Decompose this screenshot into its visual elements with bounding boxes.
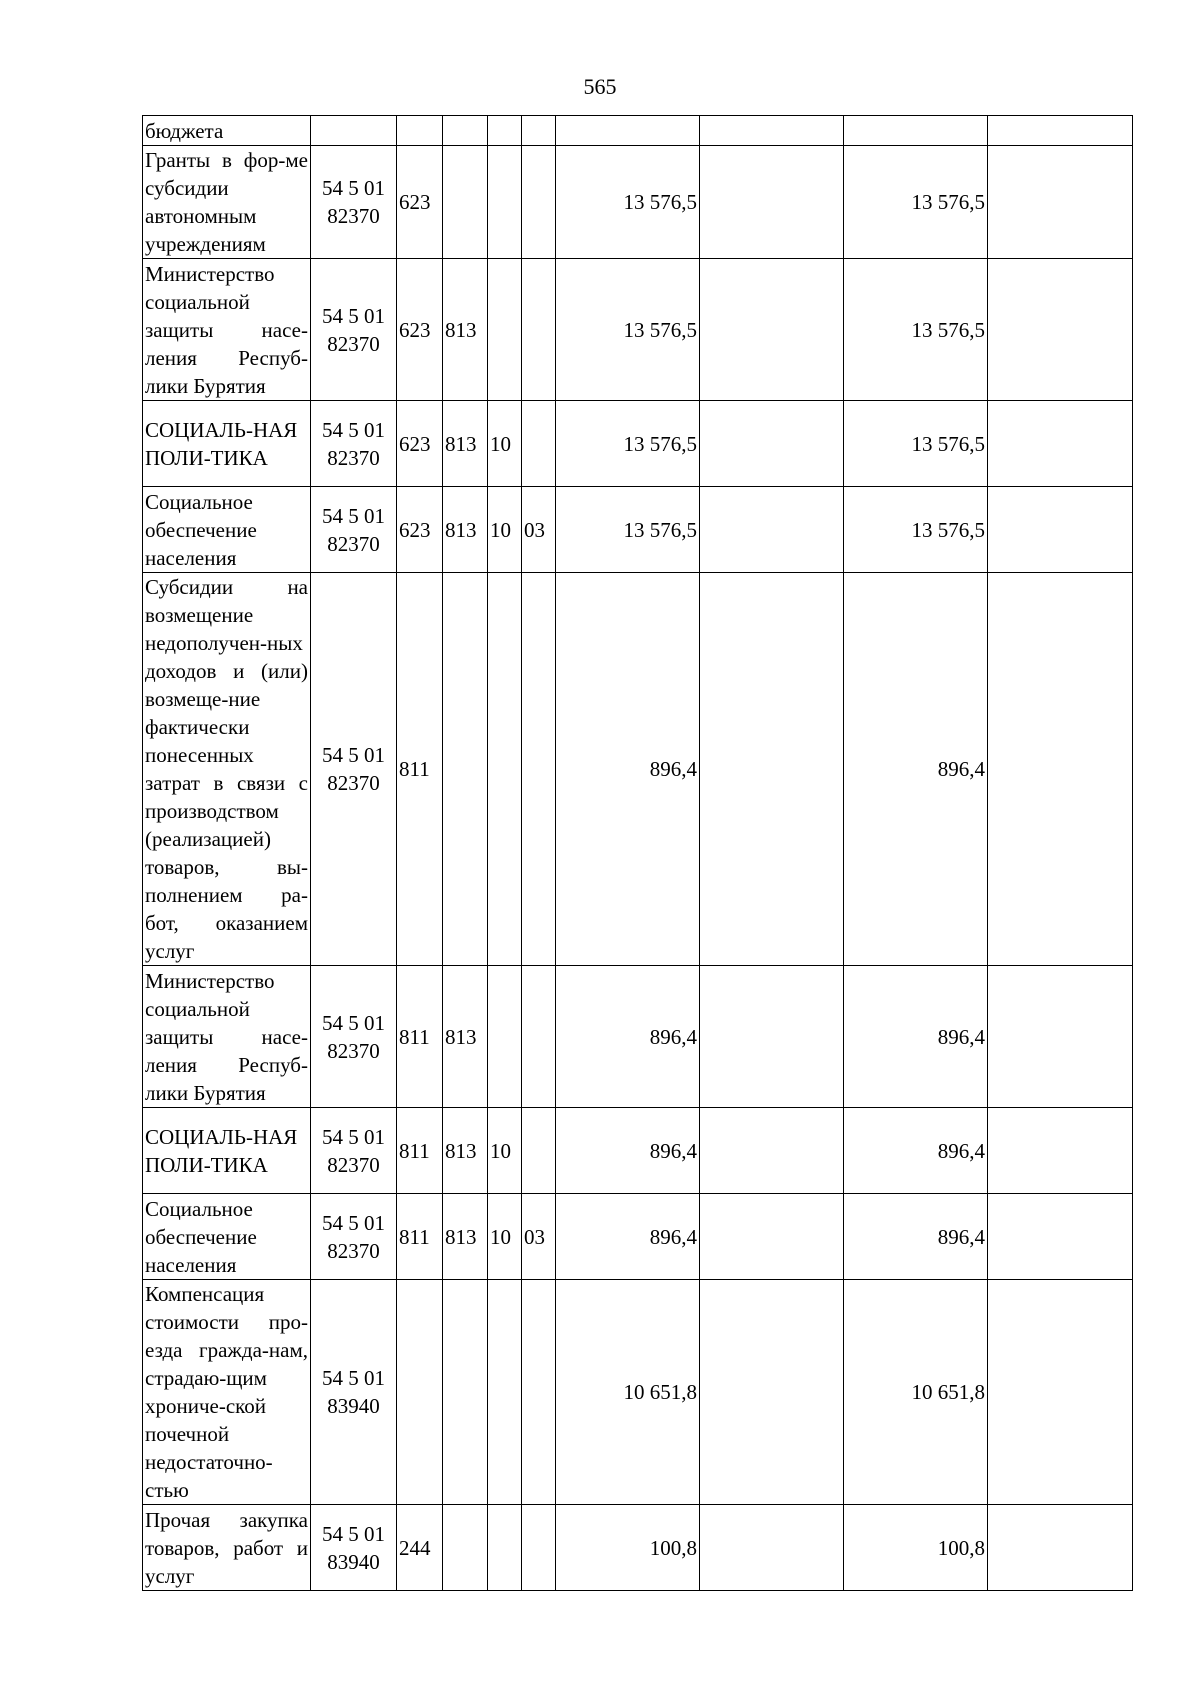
row-name-cell: Прочая закупка товаров, работ и услуг: [143, 1505, 311, 1591]
subsection-cell: [522, 966, 556, 1108]
target-article-cell: 54 5 01 82370: [311, 146, 397, 259]
other-amount-cell: [988, 1505, 1133, 1591]
section-cell: [488, 146, 522, 259]
table-row: [143, 1280, 1133, 1505]
regional-amount-cell: 13 576,5: [844, 146, 988, 259]
federal-amount-cell: [700, 966, 844, 1108]
federal-amount-cell: [700, 116, 844, 146]
ministry-code-cell: 813: [443, 259, 488, 401]
row-name-cell: Социальное обеспечение населения: [143, 1194, 311, 1280]
target-article-cell: 54 5 01 82370: [311, 966, 397, 1108]
federal-amount-cell: [700, 1505, 844, 1591]
regional-amount-cell: 13 576,5: [844, 487, 988, 573]
regional-amount-cell: [844, 116, 988, 146]
ministry-code-cell: [443, 573, 488, 966]
target-article-cell: 54 5 01 83940: [311, 1280, 397, 1505]
table-row: [143, 146, 1133, 259]
total-amount-cell: 100,8: [556, 1505, 700, 1591]
total-amount-cell: 896,4: [556, 1108, 700, 1194]
row-name-cell: СОЦИАЛЬ-НАЯ ПОЛИ-ТИКА: [143, 401, 311, 487]
total-amount-cell: 10 651,8: [556, 1280, 700, 1505]
row-name-cell: Министерство социальной защиты насе-ления Респуб-лики Бурятия: [143, 966, 311, 1108]
regional-amount-cell: 100,8: [844, 1505, 988, 1591]
table-row: [143, 573, 1133, 966]
other-amount-cell: [988, 1194, 1133, 1280]
ministry-code-cell: 813: [443, 1108, 488, 1194]
federal-amount-cell: [700, 401, 844, 487]
section-cell: 10: [488, 1108, 522, 1194]
section-cell: 10: [488, 401, 522, 487]
other-amount-cell: [988, 487, 1133, 573]
target-article-cell: 54 5 01 82370: [311, 1194, 397, 1280]
row-name-cell: Социальное обеспечение населения: [143, 487, 311, 573]
target-article-cell: 54 5 01 82370: [311, 1108, 397, 1194]
regional-amount-cell: 896,4: [844, 966, 988, 1108]
other-amount-cell: [988, 116, 1133, 146]
section-cell: [488, 966, 522, 1108]
expense-type-cell: 623: [397, 146, 443, 259]
section-cell: [488, 116, 522, 146]
total-amount-cell: 13 576,5: [556, 259, 700, 401]
subsection-cell: [522, 116, 556, 146]
table-row: [143, 487, 1133, 573]
section-cell: [488, 259, 522, 401]
expense-type-cell: 623: [397, 401, 443, 487]
row-name-cell: Компенсация стоимости про-езда гражда-нам, страдаю-щим хрониче-ской почечной недостаточно-стью: [143, 1280, 311, 1505]
other-amount-cell: [988, 1108, 1133, 1194]
other-amount-cell: [988, 259, 1133, 401]
total-amount-cell: 13 576,5: [556, 401, 700, 487]
federal-amount-cell: [700, 1280, 844, 1505]
ministry-code-cell: 813: [443, 966, 488, 1108]
total-amount-cell: 13 576,5: [556, 487, 700, 573]
other-amount-cell: [988, 1280, 1133, 1505]
expense-type-cell: 811: [397, 966, 443, 1108]
target-article-cell: 54 5 01 82370: [311, 573, 397, 966]
other-amount-cell: [988, 401, 1133, 487]
ministry-code-cell: 813: [443, 487, 488, 573]
regional-amount-cell: 13 576,5: [844, 401, 988, 487]
expense-type-cell: [397, 1280, 443, 1505]
regional-amount-cell: 13 576,5: [844, 259, 988, 401]
federal-amount-cell: [700, 573, 844, 966]
row-name-cell: СОЦИАЛЬ-НАЯ ПОЛИ-ТИКА: [143, 1108, 311, 1194]
subsection-cell: 03: [522, 487, 556, 573]
ministry-code-cell: [443, 146, 488, 259]
expense-type-cell: 811: [397, 1108, 443, 1194]
row-name-cell: бюджета: [143, 116, 311, 146]
expense-type-cell: [397, 116, 443, 146]
section-cell: [488, 1505, 522, 1591]
other-amount-cell: [988, 146, 1133, 259]
subsection-cell: [522, 1280, 556, 1505]
target-article-cell: 54 5 01 82370: [311, 401, 397, 487]
row-name-cell: Субсидии на возмещение недополучен-ных доходов и (или) возмеще-ние фактически понесенных затрат в связи с производством (реализацией) товаров, вы-полнением ра-бот, оказанием услуг: [143, 573, 311, 966]
federal-amount-cell: [700, 1194, 844, 1280]
subsection-cell: [522, 1108, 556, 1194]
budget-table: [142, 115, 1133, 1591]
target-article-cell: 54 5 01 83940: [311, 1505, 397, 1591]
section-cell: 10: [488, 1194, 522, 1280]
row-name-cell: Гранты в фор-ме субсидии автономным учреждениям: [143, 146, 311, 259]
regional-amount-cell: 896,4: [844, 573, 988, 966]
target-article-cell: 54 5 01 82370: [311, 487, 397, 573]
total-amount-cell: 896,4: [556, 573, 700, 966]
ministry-code-cell: [443, 1280, 488, 1505]
regional-amount-cell: 896,4: [844, 1108, 988, 1194]
subsection-cell: [522, 1505, 556, 1591]
subsection-cell: [522, 146, 556, 259]
federal-amount-cell: [700, 1108, 844, 1194]
ministry-code-cell: [443, 116, 488, 146]
other-amount-cell: [988, 966, 1133, 1108]
section-cell: [488, 1280, 522, 1505]
total-amount-cell: 896,4: [556, 1194, 700, 1280]
expense-type-cell: 623: [397, 487, 443, 573]
subsection-cell: [522, 259, 556, 401]
table-row: [143, 1194, 1133, 1280]
subsection-cell: [522, 573, 556, 966]
table-row: [143, 401, 1133, 487]
ministry-code-cell: [443, 1505, 488, 1591]
section-cell: [488, 573, 522, 966]
expense-type-cell: 811: [397, 573, 443, 966]
regional-amount-cell: 10 651,8: [844, 1280, 988, 1505]
ministry-code-cell: 813: [443, 1194, 488, 1280]
total-amount-cell: 896,4: [556, 966, 700, 1108]
regional-amount-cell: 896,4: [844, 1194, 988, 1280]
table-row: [143, 259, 1133, 401]
subsection-cell: 03: [522, 1194, 556, 1280]
target-article-cell: 54 5 01 82370: [311, 259, 397, 401]
page-number: 565: [583, 74, 617, 99]
total-amount-cell: [556, 116, 700, 146]
table-body: [143, 116, 1133, 1591]
section-cell: 10: [488, 487, 522, 573]
total-amount-cell: 13 576,5: [556, 146, 700, 259]
expense-type-cell: 811: [397, 1194, 443, 1280]
federal-amount-cell: [700, 146, 844, 259]
federal-amount-cell: [700, 487, 844, 573]
table-row: [143, 966, 1133, 1108]
table-row: [143, 1505, 1133, 1591]
subsection-cell: [522, 401, 556, 487]
ministry-code-cell: 813: [443, 401, 488, 487]
expense-type-cell: 244: [397, 1505, 443, 1591]
expense-type-cell: 623: [397, 259, 443, 401]
row-name-cell: Министерство социальной защиты насе-ления Респуб-лики Бурятия: [143, 259, 311, 401]
federal-amount-cell: [700, 259, 844, 401]
table-row: [143, 1108, 1133, 1194]
target-article-cell: [311, 116, 397, 146]
other-amount-cell: [988, 573, 1133, 966]
table-row: [143, 116, 1133, 146]
